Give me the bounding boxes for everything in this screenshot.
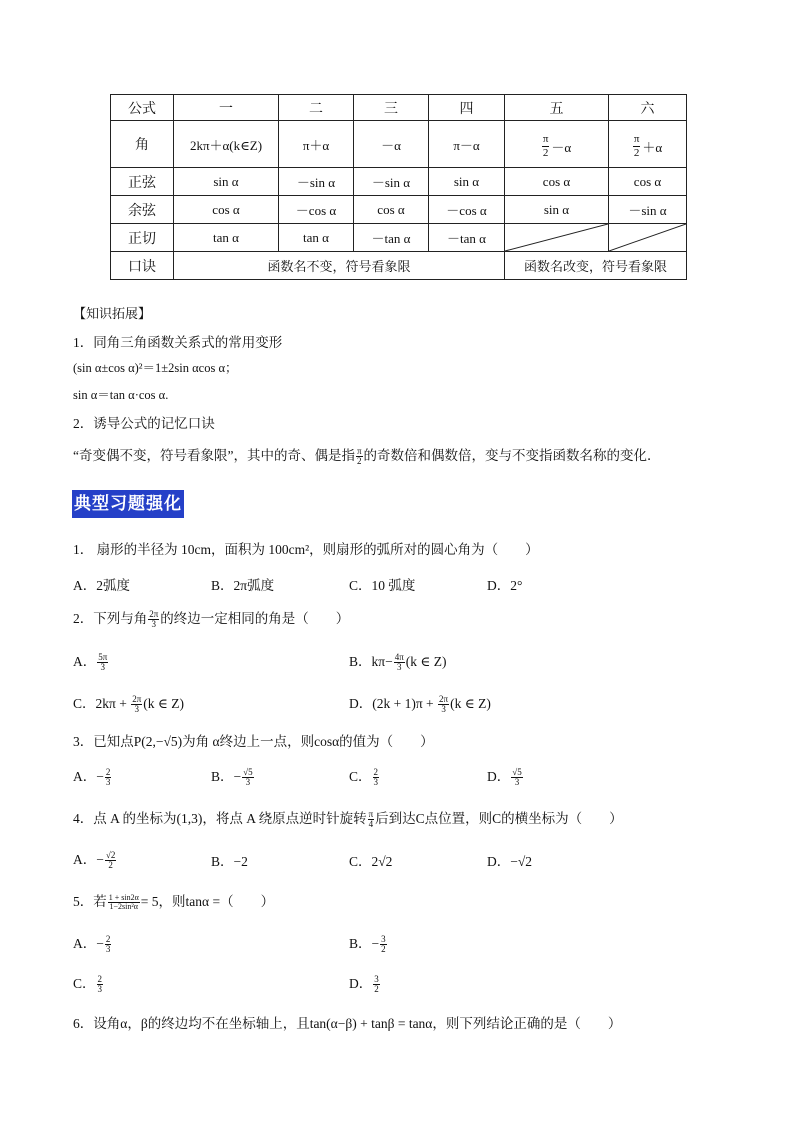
header-cell: 四 [429, 95, 505, 121]
expand-item2-text [73, 444, 661, 466]
fraction-denominator: 3 [245, 777, 251, 788]
fraction-numerator: π [633, 132, 640, 145]
fraction-numerator: 2π [149, 609, 159, 620]
row-label: 口诀 [111, 252, 174, 280]
math-span: kπ− [371, 654, 393, 669]
table-cell: tan α [279, 224, 354, 252]
option-label: C． [73, 696, 96, 711]
table-cell: cos α [609, 168, 687, 196]
fraction [97, 975, 104, 994]
table-cell [609, 121, 687, 168]
fraction [108, 894, 140, 911]
expand-item1-title: 1．同角三角函数关系式的常用变形 [73, 335, 283, 350]
q1-option-c: C．10 弧度 [349, 578, 416, 593]
fraction-numerator: √5 [243, 767, 253, 778]
fraction-denominator: 4 [368, 819, 374, 830]
option-label: A． [73, 936, 97, 951]
fraction-numerator: √2 [105, 850, 116, 861]
fraction [131, 695, 142, 714]
fraction-denominator: 1−2sin²α [109, 902, 138, 912]
q3-option-c [349, 765, 380, 787]
fraction-numerator: 3 [381, 934, 386, 945]
fraction [105, 851, 116, 870]
fraction [633, 134, 641, 159]
fraction [105, 768, 112, 787]
table-row-sine [111, 168, 687, 196]
option-label: B． [349, 654, 372, 669]
fraction [511, 768, 522, 787]
text-span: “奇变偶不变，符号看象限”，其中的奇、偶是指 [73, 448, 355, 463]
fraction-denominator: 3 [134, 704, 139, 715]
fraction-numerator: π [356, 446, 362, 457]
fraction-denominator: 3 [105, 944, 111, 955]
table-cell: sin α [429, 168, 505, 196]
diagonal-cell [505, 224, 609, 252]
table-cell: －sin α [609, 196, 687, 224]
math-span: − [96, 852, 104, 867]
question-5-stem [73, 890, 274, 911]
table-header-row [111, 95, 687, 121]
option-label: D． [487, 769, 511, 784]
math-span: (k ∈ Z) [405, 654, 447, 669]
expand-item1-line2: sin α＝tan α·cos α. [73, 388, 169, 402]
text-span: 的终边一定相同的角是（ ） [160, 611, 350, 626]
diagonal-cell [609, 224, 687, 252]
row-label: 正弦 [111, 168, 174, 196]
q3-option-b [211, 765, 255, 787]
table-row-angle [111, 121, 687, 168]
question-1-stem: 1． 扇形的半径为 10cm，面积为 100cm²，则扇形的弧所对的圆心角为（ ） [73, 542, 539, 557]
option-label: A． [73, 769, 97, 784]
fraction-numerator: 2 [97, 974, 103, 985]
table-cell: －sin α [279, 168, 354, 196]
expand-item1-line1: (sin α±cos α)²＝1±2sin αcos α； [73, 361, 238, 375]
fraction-denominator: 3 [151, 619, 157, 630]
fraction-denominator: 3 [373, 777, 379, 788]
fraction [148, 610, 159, 629]
fraction-denominator: 3 [97, 984, 103, 995]
fraction-denominator: 3 [105, 777, 111, 788]
option-label: D． [349, 696, 373, 711]
math-span: − [233, 769, 242, 784]
option-label: A． [73, 654, 97, 669]
text-span: = 5，则tanα =（ ） [140, 894, 275, 909]
table-cell: －cos α [429, 196, 505, 224]
table-cell: π－α [429, 121, 505, 168]
table-cell: sin α [505, 196, 609, 224]
mnemonic-cell: 函数名改变，符号看象限 [505, 252, 687, 280]
q5-option-c [73, 972, 104, 994]
fraction [242, 768, 253, 787]
row-label: 正切 [111, 224, 174, 252]
fraction [542, 134, 550, 159]
fraction-rest: －α [551, 139, 572, 155]
section-title: 典型习题强化 [72, 490, 184, 518]
fraction [373, 975, 380, 994]
diagonal-line [609, 224, 686, 251]
fraction-rest: ＋α [642, 139, 663, 155]
fraction-denominator: 2 [542, 146, 549, 159]
table-cell: cos α [505, 168, 609, 196]
fraction-numerator: π [368, 809, 374, 820]
q2-option-b [349, 650, 446, 672]
q2-option-a [73, 650, 109, 672]
header-cell: 一 [174, 95, 279, 121]
table-row-tangent [111, 224, 687, 252]
fraction-numerator: √5 [512, 767, 522, 778]
fraction-numerator: 1 + sin2α [108, 893, 139, 903]
q1-option-d: D．2° [487, 578, 523, 593]
option-label: B． [211, 769, 234, 784]
text-span: 的奇数倍和偶数倍，变与不变指函数名称的变化． [363, 448, 661, 463]
header-cell: 二 [279, 95, 354, 121]
fraction-denominator: 2 [374, 984, 379, 995]
induction-formula-table [110, 94, 687, 280]
question-2-stem [73, 607, 349, 629]
fraction-numerator: 5π [98, 652, 108, 663]
text-span: 5．若 [73, 894, 107, 909]
option-label: C． [73, 976, 96, 991]
fraction [438, 695, 449, 714]
math-span: − [371, 936, 380, 951]
option-label: C． [349, 769, 372, 784]
math-span: (k ∈ Z) [143, 696, 184, 711]
fraction-numerator: 2π [132, 694, 142, 705]
table-cell: －tan α [354, 224, 429, 252]
q4-option-c: C．2√2 [349, 854, 393, 869]
table-cell: 2kπ＋α(k∈Z) [174, 121, 279, 168]
table-cell: －sin α [354, 168, 429, 196]
fraction-numerator: 2 [105, 934, 111, 945]
q4-option-b: B．−2 [211, 854, 248, 869]
fraction-numerator: 2 [105, 767, 111, 778]
fraction-denominator: 3 [396, 662, 402, 673]
fraction [356, 447, 363, 466]
q4-option-d: D．−√2 [487, 854, 533, 869]
q4-option-a [73, 848, 117, 870]
table-cell: π＋α [279, 121, 354, 168]
table-cell: －tan α [429, 224, 505, 252]
fraction-denominator: 2 [633, 146, 640, 159]
table-cell: cos α [174, 196, 279, 224]
q2-option-d [349, 692, 491, 714]
fraction [97, 653, 108, 672]
expand-item2-title: 2．诱导公式的记忆口诀 [73, 416, 215, 431]
header-cell: 公式 [111, 95, 174, 121]
table-cell: tan α [174, 224, 279, 252]
fraction-denominator: 2 [357, 456, 362, 467]
fraction-numerator: π [542, 132, 549, 145]
math-span: − [96, 936, 104, 951]
option-label: D． [349, 976, 373, 991]
fraction [394, 653, 405, 672]
q1-option-b: B．2π弧度 [211, 578, 275, 593]
text-span: 后到达C点位置，则C的横坐标为（ ） [375, 811, 623, 826]
header-cell: 六 [609, 95, 687, 121]
fraction [368, 810, 375, 829]
row-label: 余弦 [111, 196, 174, 224]
fraction-numerator: 2π [439, 694, 449, 705]
q5-option-d [349, 972, 381, 994]
question-3-stem: 3．已知点P(2,−√5)为角 α终边上一点，则cosα的值为（ ） [73, 734, 434, 749]
fraction-numerator: 4π [394, 652, 404, 663]
math-span: (k ∈ Z) [450, 696, 491, 711]
fraction-denominator: 3 [441, 704, 446, 715]
q3-option-a [73, 765, 112, 787]
fraction-denominator: 3 [514, 777, 520, 788]
fraction [380, 935, 387, 954]
header-cell: 三 [354, 95, 429, 121]
math-span: (2k + 1)π + [372, 696, 438, 711]
q1-option-a: A．2弧度 [73, 578, 130, 593]
table-cell [505, 121, 609, 168]
table-cell: －α [354, 121, 429, 168]
header-cell: 五 [505, 95, 609, 121]
table-cell: cos α [354, 196, 429, 224]
fraction-numerator: 3 [374, 974, 379, 985]
expand-heading: 【知识拓展】 [73, 306, 152, 321]
fraction-denominator: 3 [100, 662, 106, 673]
option-label: B． [349, 936, 372, 951]
row-label: 角 [111, 121, 174, 168]
q5-option-a [73, 932, 112, 954]
table-row-mnemonic [111, 252, 687, 280]
math-span: − [96, 769, 104, 784]
mnemonic-cell: 函数名不变，符号看象限 [174, 252, 505, 280]
q3-option-d [487, 765, 524, 787]
question-6-stem: 6．设角α，β的终边均不在坐标轴上，且tan(α−β) + tanβ = tanα，则下列结论正确的是（ ） [73, 1016, 622, 1031]
q5-option-b [349, 932, 388, 954]
math-span: 2kπ + [95, 696, 131, 711]
text-span: 4．点 A 的坐标为(1,3)，将点 A 绕原点逆时针旋转 [73, 811, 367, 826]
diagonal-line [505, 224, 608, 251]
text-span: 2．下列与角 [73, 611, 148, 626]
fraction-numerator: 2 [373, 767, 379, 778]
table-row-cosine [111, 196, 687, 224]
fraction-denominator: 2 [381, 944, 386, 955]
q2-option-c [73, 692, 184, 714]
table-cell: －cos α [279, 196, 354, 224]
option-label: A． [73, 852, 97, 867]
fraction-denominator: 2 [108, 860, 113, 871]
table-cell: sin α [174, 168, 279, 196]
question-4-stem [73, 807, 623, 829]
fraction [105, 935, 112, 954]
fraction [373, 768, 380, 787]
